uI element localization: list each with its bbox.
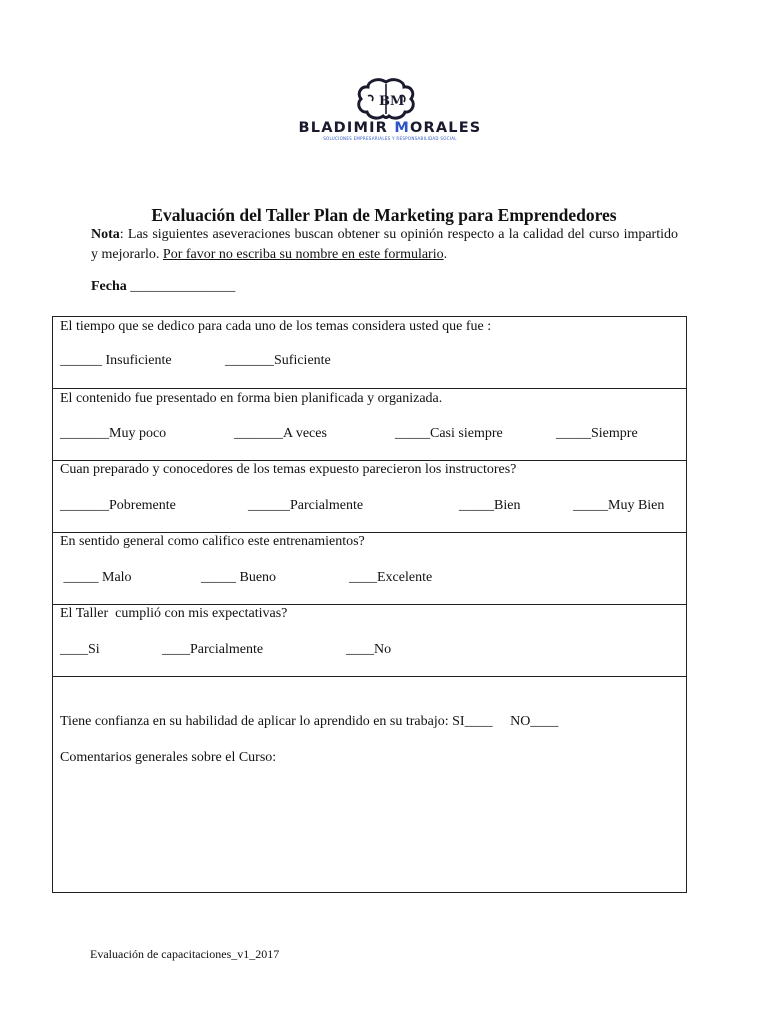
option-blank[interactable]: ____No [346,642,392,657]
question-row [53,533,686,605]
option-blank[interactable]: ____Parcialmente [162,642,264,657]
nota-paragraph [91,225,678,264]
option-blank[interactable]: ______Parcialmente [248,498,364,513]
footer-text: Evaluación de capacitaciones_v1_2017 [90,947,280,961]
evaluation-table [52,316,687,893]
brand-name-first: BLADIMIR [298,120,395,136]
question-row [53,389,686,461]
question-text: El contenido fue presentado en forma bien planificada y organizada. [60,391,443,406]
question-text: El tiempo que se dedico para cada uno de los temas considera usted que fue : [60,319,492,334]
option-blank[interactable]: _______Suficiente [225,353,331,368]
nota-text: : Las siguientes aseveraciones buscan obtener su opinión respecto a la calidad del curso impartido y mejorarlo. [91,227,678,262]
option-blank[interactable]: _____Casi siempre [395,426,503,441]
question-row [53,317,686,389]
brand-name-m: M [394,120,410,136]
question-text: Cuan preparado y conocedores de los temas expuesto parecieron los instructores? [60,462,517,477]
brain-logo-icon [356,78,416,120]
option-blank[interactable]: ____Si [60,642,100,657]
confianza-question[interactable]: Tiene confianza en su habilidad de aplicar lo aprendido en su trabajo: SI____ NO____ [60,714,559,729]
nota-end: . [443,246,448,262]
option-blank[interactable]: ______ Insuficiente [60,353,172,368]
option-blank[interactable]: _______Pobremente [60,498,176,513]
question-text: En sentido general como califico este entrenamientos? [60,534,365,549]
fecha-label: Fecha [91,279,127,294]
question-row [53,461,686,533]
option-blank[interactable]: _____ Bueno [201,570,277,585]
nota-underlined: Por favor no escriba su nombre en este formulario [162,246,444,262]
fecha-blank[interactable]: _______________ [130,279,236,294]
monogram-b: BM [379,94,405,109]
option-blank[interactable]: _______Muy poco [60,426,167,441]
comentarios-area[interactable] [60,775,677,883]
comentarios-label: Comentarios generales sobre el Curso: [60,750,277,765]
form-title: Evaluación del Taller Plan de Marketing para Emprendedores [151,205,617,225]
option-blank[interactable]: ____Excelente [349,570,433,585]
question-text: El Taller cumplió con mis expectativas? [60,606,288,621]
fecha-field [91,279,235,295]
option-blank[interactable]: _____ Malo [60,570,132,585]
brand-name-rest: ORALES [409,120,482,136]
nota-label: Nota [91,227,120,242]
option-blank[interactable]: _____Bien [459,498,521,513]
option-blank[interactable]: _______A veces [234,426,327,441]
company-logo [290,78,490,144]
brand-tagline: SOLUCIONES EMPRESARIALES Y RESPONSABILIDAD SOCIAL [323,136,457,141]
option-blank[interactable]: _____Muy Bien [573,498,665,513]
brand-name [290,120,490,136]
option-blank[interactable]: _____Siempre [556,426,638,441]
question-row [53,605,686,677]
